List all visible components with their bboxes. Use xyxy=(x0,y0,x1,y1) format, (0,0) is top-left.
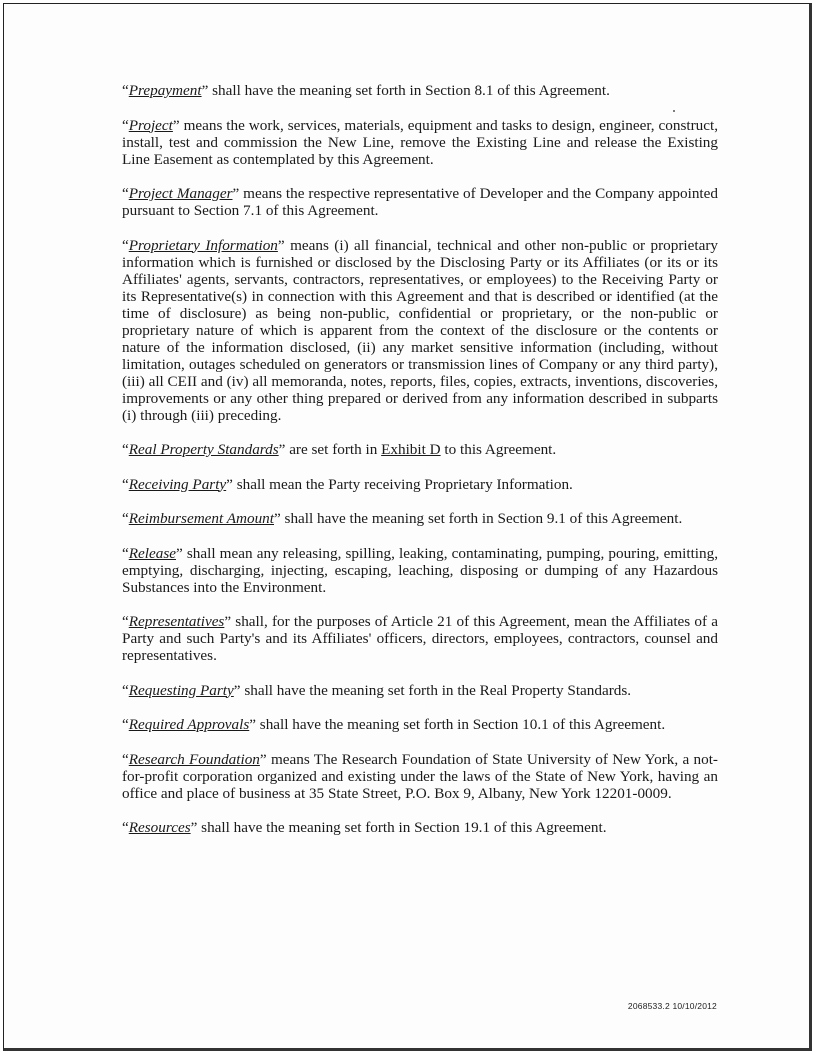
open-quote: “ xyxy=(122,236,129,254)
open-quote: “ xyxy=(122,475,129,493)
close-quote: ” xyxy=(232,185,240,202)
defined-term: Proprietary Information xyxy=(128,236,278,254)
definition-text: shall have the meaning set forth in the Real Property Standards. xyxy=(240,681,632,699)
open-quote: “ xyxy=(122,819,129,836)
definition-text: to this Agreement. xyxy=(440,441,557,458)
open-quote: “ xyxy=(122,750,129,768)
definition-research-foundation xyxy=(122,751,718,802)
close-quote: ” xyxy=(226,475,233,493)
open-quote: “ xyxy=(122,681,129,699)
definition-prepayment xyxy=(122,82,718,99)
definition-project-manager xyxy=(122,185,718,219)
close-quote: ” xyxy=(274,510,281,527)
definition-text: shall have the meaning set forth in Section 19.1 of this Agreement. xyxy=(197,819,607,836)
definition-receiving-party xyxy=(122,476,718,493)
definition-text: means (i) all financial, technical and other non-public or proprietary information which is furnished or disclosed by the Disclosing Party or its Affiliates (or its or its Affiliates' agents, servants, contractors, representatives, or employees) to the Receiving Party or its Representative(s) in connection with this Agreement and that is described or identified (at the time of disclosure) as being non-public, confidential or proprietary, or the non-public or proprietary nature of which is apparent from the context of the disclosure or the contents or nature of the information disclosed, (ii) any market sensitive information (including, without limitation, outages scheduled on generators or transmission lines of Company or any third party), (iii) all CEII and (iv) all memoranda, notes, reports, files, copies, extracts, inventions, discoveries, improvements or any other thing prepared or derived from any information described in subparts (i) through (iii) preceding. xyxy=(122,236,718,424)
definition-resources xyxy=(122,819,718,836)
defined-term: Research Foundation xyxy=(128,750,260,768)
close-quote: ” xyxy=(224,613,232,630)
open-quote: “ xyxy=(122,82,129,99)
open-quote: “ xyxy=(122,116,129,134)
definitions-list xyxy=(122,82,718,854)
definition-required-approvals xyxy=(122,716,718,733)
close-quote: ” xyxy=(201,82,209,99)
open-quote: “ xyxy=(122,613,129,630)
definition-representatives xyxy=(122,613,718,664)
document-page xyxy=(3,3,812,1051)
definition-requesting-party xyxy=(122,682,718,699)
open-quote: “ xyxy=(122,716,129,733)
definition-text: shall have the meaning set forth in Section 9.1 of this Agreement. xyxy=(280,510,683,527)
definition-proprietary-information xyxy=(122,237,718,424)
defined-term: Prepayment xyxy=(128,82,202,99)
defined-term: Release xyxy=(128,544,176,562)
close-quote: ” xyxy=(233,681,241,699)
close-quote: ” xyxy=(277,236,285,254)
document-id-footer: 2068533.2 10/10/2012 xyxy=(627,1001,717,1011)
open-quote: “ xyxy=(122,441,129,458)
definition-text: shall mean any releasing, spilling, leaking, contaminating, pumping, pouring, emitting, emptying, discharging, injecting, escaping, leaching, disposing or dumping of any Hazardous Substances into the Environment. xyxy=(122,544,718,596)
close-quote: ” xyxy=(175,544,183,562)
close-quote: ” xyxy=(259,750,267,768)
definition-real-property-standards xyxy=(122,441,718,458)
definition-text: shall, for the purposes of Article 21 of this Agreement, mean the Affiliates of a Party and such Party's and its Affiliates' officers, directors, employees, contractors, counsel and representatives. xyxy=(122,613,718,664)
defined-term: Real Property Standards xyxy=(128,441,279,458)
definition-project xyxy=(122,117,718,168)
close-quote: ” xyxy=(172,116,180,134)
exhibit-reference: Exhibit D xyxy=(381,441,441,458)
defined-term: Resources xyxy=(128,819,191,836)
definition-text: means The Research Foundation of State University of New York, a not-for-profit corporation organized and existing under the laws of the State of New York, having an office and place of business at 35 State Street, P.O. Box 9, Albany, New York 12201-0009. xyxy=(122,750,718,802)
defined-term: Receiving Party xyxy=(128,475,227,493)
close-quote: ” xyxy=(190,819,198,836)
definition-text: shall have the meaning set forth in Section 10.1 of this Agreement. xyxy=(256,716,666,733)
close-quote: ” xyxy=(249,716,256,733)
definition-reimbursement-amount xyxy=(122,510,718,527)
definition-text: means the work, services, materials, equipment and tasks to design, engineer, construct, install, test and commission the New Line, remove the Existing Line and release the Existing Line Easement as contemplated by this Agreement. xyxy=(122,116,718,168)
definition-text: means the respective representative of Developer and the Company appointed pursuant to Section 7.1 of this Agreement. xyxy=(122,185,718,219)
definition-text: are set forth in xyxy=(285,441,382,458)
close-quote: ” xyxy=(278,441,286,458)
defined-term: Project xyxy=(128,116,173,134)
open-quote: “ xyxy=(122,544,129,562)
defined-term: Required Approvals xyxy=(128,716,250,733)
definition-release xyxy=(122,545,718,596)
defined-term: Project Manager xyxy=(128,185,233,202)
open-quote: “ xyxy=(122,185,129,202)
definition-text: shall have the meaning set forth in Section 8.1 of this Agreement. xyxy=(208,82,610,99)
open-quote: “ xyxy=(122,510,129,527)
defined-term: Reimbursement Amount xyxy=(128,510,274,527)
defined-term: Representatives xyxy=(128,613,225,630)
definition-text: shall mean the Party receiving Proprietary Information. xyxy=(232,475,573,493)
defined-term: Requesting Party xyxy=(128,681,234,699)
